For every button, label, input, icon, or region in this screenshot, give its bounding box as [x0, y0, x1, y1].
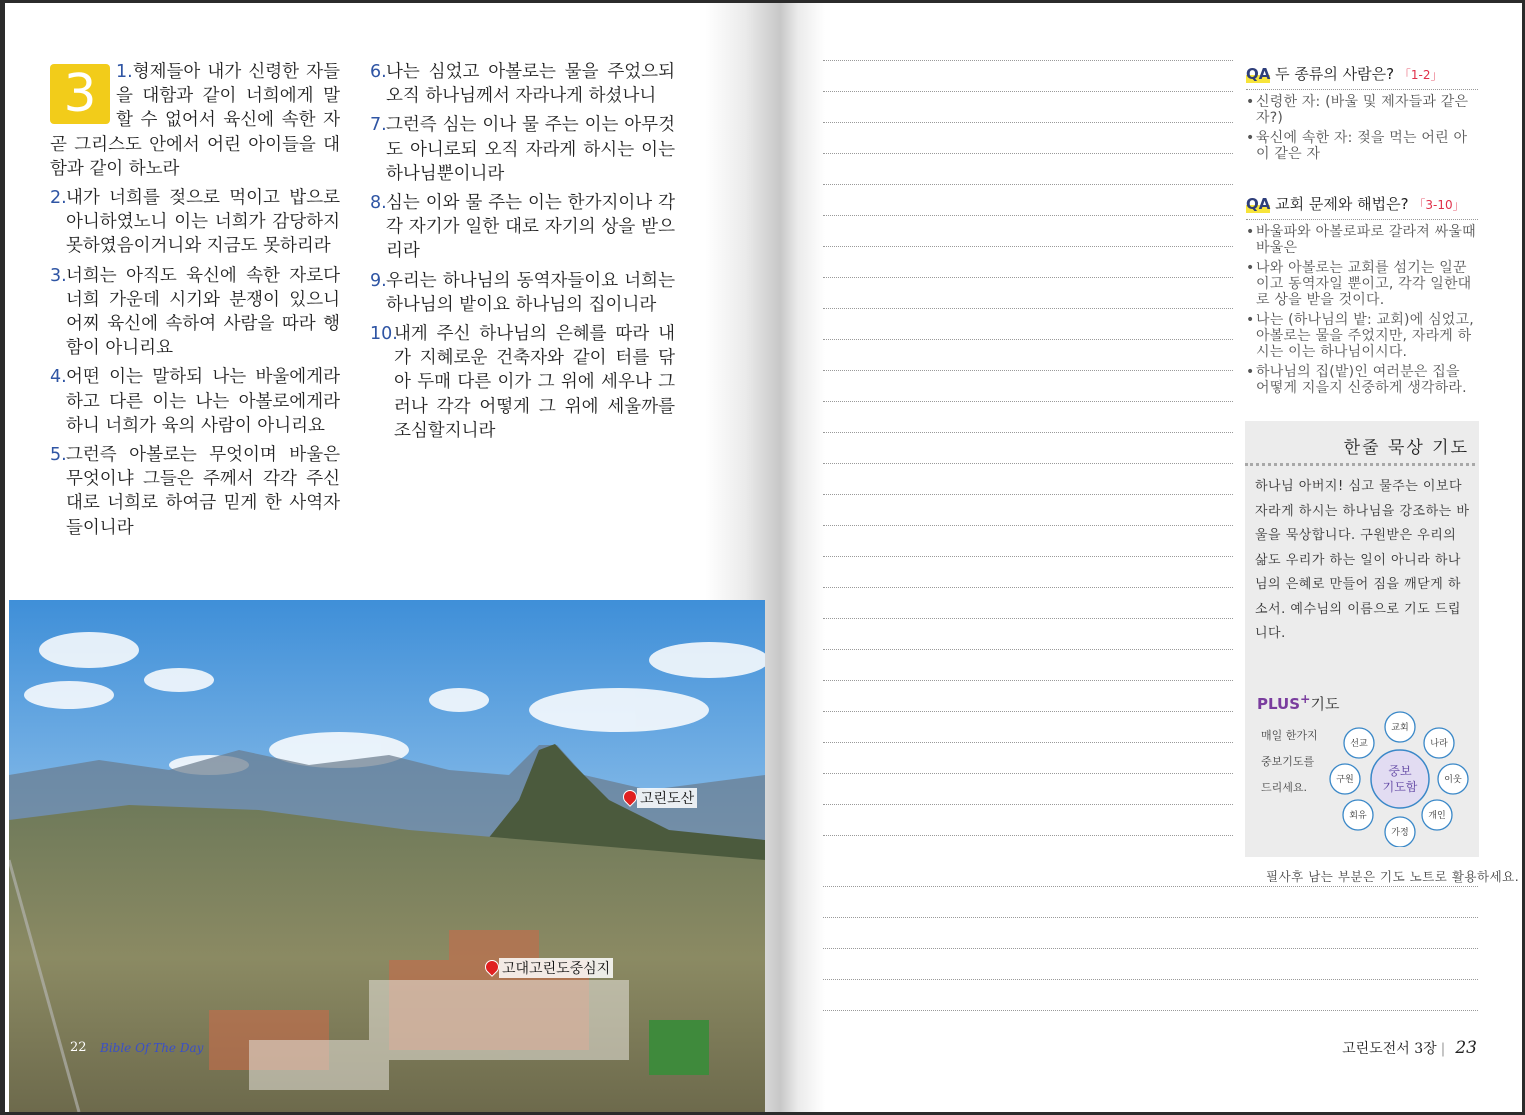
chapter-badge: 3	[50, 64, 110, 124]
qa-badge: QA	[1246, 65, 1271, 83]
qa-section-2	[1246, 193, 1478, 400]
verse-3	[50, 264, 340, 361]
qa-answer: • 나는 (하나님의 밭: 교회)에 심었고, 아볼로는 물을 주었지만, 자라게 하시는 이는 하나님이시다.	[1246, 312, 1478, 360]
verse-text: 어떤 이는 말하되 나는 바울에게라 하고 다른 이는 나는 아볼로에게라 하니 너희가 육의 사람이 아니리요	[66, 367, 340, 436]
verse-text: 그런즉 아볼로는 무엇이며 바울은 무엇이냐 그들은 주께서 각각 주신 대로 너희로 하여금 믿게 한 사역자들이니라	[66, 445, 340, 538]
verse-4	[50, 365, 340, 438]
wheel-label: 선교	[1350, 739, 1368, 749]
wheel-center-label: 중보	[1388, 764, 1412, 778]
verse-number: 5.	[50, 445, 67, 466]
verse-text: 나는 심었고 아볼로는 물을 주었으되 오직 하나님께서 자라나게 하셨나니	[386, 62, 675, 107]
series-title: Bible Of The Day	[100, 1041, 204, 1055]
verse-2	[50, 186, 340, 259]
qa-answer: • 하나님의 집(밭)인 여러분은 집을 어떻게 지을지 신중하게 생각하라.	[1246, 364, 1478, 396]
footnote: 필사후 남는 부분은 기도 노트로 활용하세요.	[1266, 869, 1520, 884]
qa-answer: • 신령한 자: (바울 및 제자들과 같은 자?)	[1246, 94, 1478, 126]
divider	[1245, 463, 1475, 466]
wheel-label: 구원	[1336, 775, 1354, 785]
qa-question: 교회 문제와 해법은?	[1275, 195, 1409, 213]
page-number-right: 23	[1455, 1038, 1477, 1058]
qa-question: 두 종류의 사람은?	[1275, 65, 1395, 83]
verse-text: 우리는 하나님의 동역자들이요 너희는 하나님의 밭이요 하나님의 집이니라	[386, 270, 675, 315]
wheel-label: 교회	[1391, 723, 1409, 733]
prayer-box	[1245, 421, 1479, 857]
intercession-wheel	[1325, 707, 1475, 847]
qa-answer-list	[1246, 224, 1478, 396]
prayer-text: 하나님 아버지! 심고 물주는 이보다 자라게 하시는 하나님을 강조하는 바울을 묵상합니다. 구원받은 우리의 삶도 우리가 하는 일이 아니라 하나님의 은혜로 만들어 짐을 깨닫게 하소서. 예수님의 이름으로 기도 드립니다.	[1255, 479, 1470, 641]
verse-number: 8.	[370, 193, 387, 214]
qa-reference: 「1-2」	[1398, 68, 1443, 82]
qa-heading	[1246, 193, 1478, 220]
qa-badge: QA	[1246, 195, 1271, 213]
qa-answer-list	[1246, 94, 1478, 162]
verse-7	[370, 113, 675, 186]
wheel-center	[1371, 750, 1429, 808]
qa-answer: • 육신에 속한 자: 젖을 먹는 어린 아이 같은 자	[1246, 130, 1478, 162]
wheel-label: 이웃	[1444, 775, 1462, 785]
wheel-label: 개인	[1428, 811, 1446, 821]
qa-answer: • 바울파와 아볼로파로 갈라져 싸울때 바울은	[1246, 224, 1478, 256]
plus-prayer-title: PLUS+기도	[1257, 691, 1340, 713]
verse-8	[370, 191, 675, 264]
verse-6	[370, 60, 675, 108]
qa-heading	[1246, 63, 1478, 90]
label-mountain: 고린도산	[637, 788, 697, 808]
verse-text: 심는 이와 물 주는 이는 한가지이나 각각 자기가 일한 대로 자기의 상을 받으리라	[386, 193, 675, 262]
plus-prayer-subtitle: 매일 한가지 중보기도를 드리세요.	[1261, 729, 1318, 794]
verse-number: 7.	[370, 115, 387, 136]
qa-answer: • 나와 아볼로는 교회를 섬기는 일꾼이고 동역자일 뿐이고, 각각 일한대로 상을 받을 것이다.	[1246, 260, 1478, 308]
verse-number: 4.	[50, 367, 67, 388]
wheel-label: 나라	[1430, 739, 1448, 749]
qa-reference: 「3-10」	[1413, 198, 1465, 212]
wheel-label: 회유	[1349, 811, 1367, 821]
prayer-title: 한줄 묵상 기도	[1343, 438, 1469, 458]
qa-section-1	[1246, 63, 1478, 166]
verse-text: 그런즉 심는 이나 물 주는 이는 아무것도 아니로되 오직 자라게 하시는 이는 하나님뿐이니라	[386, 115, 675, 184]
wheel-label: 가정	[1391, 828, 1409, 838]
verse-1	[50, 60, 340, 181]
label-ancient-center: 고대고린도중심지	[499, 958, 613, 978]
verse-5	[50, 443, 340, 540]
verse-number: 6.	[370, 62, 387, 82]
verse-number: 1.	[116, 62, 133, 82]
page-number-left: 22	[70, 1040, 87, 1055]
wheel-center-label: 기도함	[1382, 780, 1418, 794]
photo-illustration	[9, 600, 765, 1112]
verse-10	[370, 322, 675, 443]
verse-column-1	[50, 60, 340, 545]
page-footer: 고린도전서 3장 | 23	[1342, 1038, 1477, 1058]
verse-9	[370, 269, 675, 317]
verse-number: 3.	[50, 265, 67, 286]
verse-text: 너희는 아직도 육신에 속한 자로다 너희 가운데 시기와 분쟁이 있으니 어찌 육신에 속하여 사람을 따라 행함이 아니리요	[66, 265, 340, 359]
verse-number: 2.	[50, 188, 67, 209]
verse-text: 내게 주신 하나님의 은혜를 따라 내가 지혜로운 건축자와 같이 터를 닦아 두매 다른 이가 그 위에 세우나 그러나 각각 어떻게 그 위에 세울까를 조심할지니라	[394, 324, 675, 441]
verse-column-2	[370, 60, 675, 448]
verse-text: 내가 너희를 젖으로 먹이고 밥으로 아니하였노니 이는 너희가 감당하지 못하였음이거니와 지금도 못하리라	[66, 188, 340, 257]
footer-book: 고린도전서 3장	[1342, 1041, 1437, 1057]
aerial-photo	[9, 600, 765, 1112]
verse-number: 10.	[370, 324, 398, 345]
verse-number: 9.	[370, 270, 387, 291]
verse-text: 형제들아 내가 신령한 자들을 대함과 같이 너희에게 말할 수 없어서 육신에 속한 자 곧 그리스도 안에서 어린 아이들을 대함과 같이 하노라	[50, 62, 340, 179]
